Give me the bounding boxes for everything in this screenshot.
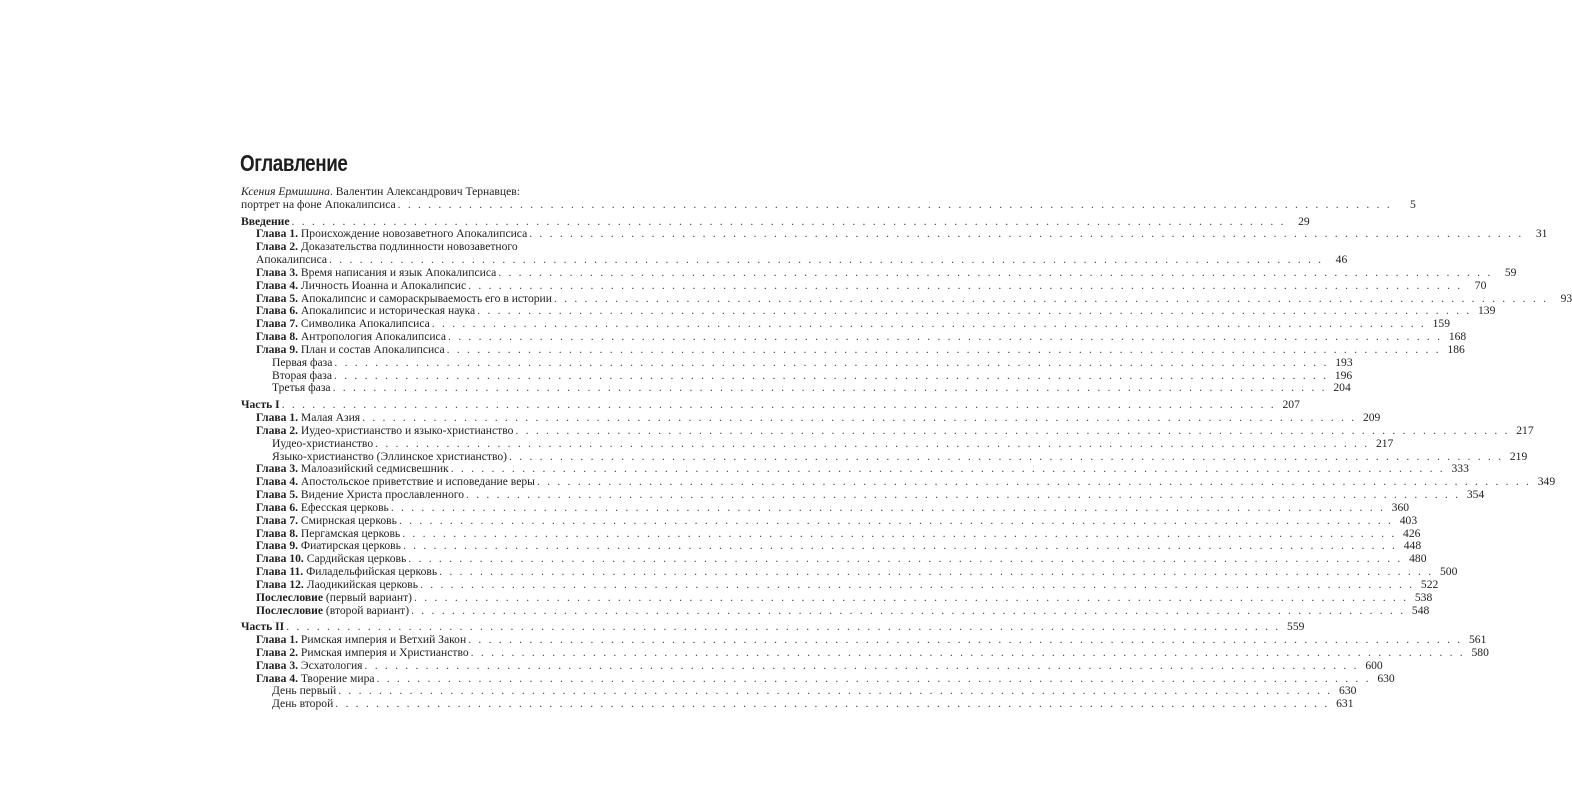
dot-leader bbox=[469, 647, 1467, 660]
toc-entry-text: Апокалипсиса bbox=[256, 253, 328, 267]
toc-page-number: 559 bbox=[1287, 620, 1305, 634]
toc-entry-text: Антропология Апокалипсиса bbox=[298, 330, 446, 344]
toc-page-number: 600 bbox=[1365, 658, 1383, 672]
toc-page-number: 426 bbox=[1403, 526, 1421, 540]
toc-entry-text: Эсхатология bbox=[298, 658, 363, 672]
toc-page-number: 186 bbox=[1447, 342, 1465, 356]
dot-leader bbox=[409, 605, 1407, 618]
toc-page-number: 46 bbox=[1335, 253, 1348, 267]
toc-entry-label: Глава 12. bbox=[256, 577, 304, 591]
dot-leader bbox=[466, 280, 1464, 293]
toc-page-number: 217 bbox=[1375, 436, 1394, 450]
dot-leader bbox=[513, 425, 1511, 438]
toc-entry-text: Третья фаза bbox=[272, 381, 331, 395]
toc-entry-title bbox=[256, 605, 409, 618]
toc-entry-text: (второй вариант) bbox=[323, 603, 410, 617]
toc-entry-text: Время написания и язык Апокалипсиса bbox=[298, 265, 497, 279]
toc-page-number: 500 bbox=[1439, 565, 1458, 579]
toc-page-number: 70 bbox=[1474, 278, 1487, 292]
toc-entry-text: День второй bbox=[272, 697, 334, 711]
toc-entry bbox=[241, 197, 1416, 212]
toc-entry-label: Глава 9. bbox=[256, 342, 299, 356]
toc-entry-text: Римская империя и Христианство bbox=[298, 645, 469, 659]
toc-entry-text: (первый вариант) bbox=[323, 590, 413, 604]
toc-entry-label: Глава 4. bbox=[256, 671, 299, 685]
toc-page-number: 219 bbox=[1509, 449, 1528, 463]
toc-entry-text: Малоазийский седмисвешник bbox=[298, 462, 449, 476]
toc-page-number: 333 bbox=[1451, 462, 1469, 476]
dot-leader bbox=[333, 698, 1331, 711]
toc-entry bbox=[241, 381, 1351, 395]
toc-page-number: 561 bbox=[1469, 633, 1487, 647]
toc-entry-label: Глава 10. bbox=[256, 552, 304, 566]
toc-page-number: 204 bbox=[1333, 381, 1351, 395]
toc-page-number: 403 bbox=[1399, 513, 1418, 527]
toc-entry bbox=[241, 697, 1354, 711]
dot-leader bbox=[397, 515, 1395, 528]
toc-entry-text: Лаодикийская церковь bbox=[303, 577, 419, 591]
toc-page-number: 480 bbox=[1409, 552, 1427, 566]
dot-leader bbox=[446, 331, 1444, 344]
toc-entry-text: Символика Апокалипсиса bbox=[298, 317, 430, 331]
toc-entry-text: Ефесская церковь bbox=[298, 500, 389, 514]
toc-entry-label: Глава 2. bbox=[256, 645, 299, 659]
page-title: Оглавление bbox=[240, 150, 348, 176]
toc-entry-title bbox=[272, 698, 333, 711]
toc-page-number: 448 bbox=[1403, 539, 1422, 553]
dot-leader bbox=[496, 267, 1494, 280]
toc-entry-text: Первая фаза bbox=[272, 355, 333, 369]
toc-page-number: 193 bbox=[1335, 355, 1353, 369]
toc-entry-author: Ксения Ермишина bbox=[241, 185, 330, 198]
toc-page-number: 354 bbox=[1466, 488, 1485, 502]
toc-entry-label: Глава 7. bbox=[256, 317, 299, 331]
toc-entry-label: Глава 7. bbox=[256, 513, 299, 527]
dot-leader bbox=[363, 660, 1361, 673]
toc-page-number: 207 bbox=[1282, 398, 1300, 412]
toc-entry-text: Сардийская церковь bbox=[303, 552, 407, 566]
toc-entry-label: Глава 2. bbox=[256, 240, 299, 254]
toc-entry-text: Языко-христианство (Эллинское христианство) bbox=[272, 449, 508, 463]
toc-entry-label: Глава 6. bbox=[256, 304, 299, 318]
dot-leader bbox=[332, 357, 1330, 370]
dot-leader bbox=[445, 344, 1443, 357]
toc-entry-text: Вторая фаза bbox=[272, 368, 333, 382]
toc-entry-text: Творение мира bbox=[298, 671, 375, 685]
toc-entry-text: Фиатирская церковь bbox=[298, 539, 401, 553]
toc-page-number: 217 bbox=[1516, 423, 1534, 437]
toc-entry-title bbox=[241, 199, 396, 212]
toc-page-number: 59 bbox=[1504, 265, 1517, 279]
dot-leader bbox=[389, 502, 1387, 515]
dot-leader bbox=[412, 592, 1410, 605]
toc-entry-label: Глава 8. bbox=[256, 526, 299, 540]
toc-entry-text: Иудео-христианство и языко-христианство bbox=[298, 423, 514, 437]
table-of-contents bbox=[241, 185, 1572, 711]
toc-entry-text: Филадельфийская церковь bbox=[303, 565, 438, 579]
toc-page-number: 548 bbox=[1411, 603, 1430, 617]
toc-entry-text: Личность Иоанна и Апокалипсис bbox=[298, 278, 467, 292]
toc-entry-text: План и состав Апокалипсиса bbox=[298, 342, 445, 356]
toc-entry-text: портрет на фоне Апокалипсиса bbox=[241, 197, 396, 211]
toc-entry-text: Смирнская церковь bbox=[298, 513, 397, 527]
toc-entry-label: Часть II bbox=[241, 620, 285, 634]
toc-entry-text: Апостольское приветствие и исповедание веры bbox=[298, 475, 535, 489]
toc-entry-text: . Валентин Александрович Тернавцев: bbox=[329, 185, 520, 198]
dot-leader bbox=[527, 228, 1525, 241]
toc-entry-text: Происхождение новозаветного Апокалипсиса bbox=[298, 227, 528, 241]
toc-entry-label: Введение bbox=[241, 214, 290, 228]
toc-page-number: 5 bbox=[1410, 197, 1416, 211]
toc-page-number: 522 bbox=[1420, 577, 1439, 591]
toc-entry-label: Глава 3. bbox=[256, 462, 299, 476]
toc-page-number: 29 bbox=[1298, 214, 1310, 228]
toc-entry-title bbox=[272, 382, 331, 395]
toc-entry-text: Иудео-христианство bbox=[272, 436, 374, 450]
dot-leader bbox=[437, 566, 1435, 579]
toc-entry-text: Малая Азия bbox=[298, 411, 361, 425]
toc-entry-label: Глава 5. bbox=[256, 488, 299, 502]
toc-entry-label: Глава 11. bbox=[256, 565, 304, 579]
dot-leader bbox=[331, 382, 1329, 395]
toc-entry-label: Глава 2. bbox=[256, 423, 299, 437]
toc-entry-label: Послесловие bbox=[256, 603, 323, 617]
toc-entry-label: Глава 1. bbox=[256, 227, 299, 241]
toc-entry-label: Глава 9. bbox=[256, 539, 299, 553]
toc-page-number: 630 bbox=[1339, 684, 1357, 698]
toc-page-number: 209 bbox=[1362, 411, 1381, 425]
toc-page-number: 168 bbox=[1448, 330, 1467, 344]
toc-entry-label: Глава 1. bbox=[256, 633, 299, 647]
toc-entry-label: Глава 5. bbox=[256, 291, 299, 305]
toc-entry-label: Глава 1. bbox=[256, 411, 299, 425]
toc-page-number: 349 bbox=[1537, 475, 1556, 489]
toc-entry-label: Глава 3. bbox=[256, 658, 299, 672]
toc-entry-text: Пергамская церковь bbox=[298, 526, 401, 540]
toc-entry-text: Видение Христа прославленного bbox=[298, 488, 465, 502]
toc-page-number: 538 bbox=[1414, 590, 1433, 604]
toc-entry-text: Апокалипсис и историческая наука bbox=[298, 304, 476, 318]
toc-entry-label: Глава 4. bbox=[256, 278, 299, 292]
toc-page-number: 159 bbox=[1432, 317, 1450, 331]
toc-entry-label: Часть I bbox=[241, 398, 280, 412]
toc-page-number: 360 bbox=[1391, 500, 1410, 514]
toc-entry-text: Римская империя и Ветхий Закон bbox=[298, 633, 467, 647]
toc-entry-text: Доказательства подлинности новозаветного bbox=[298, 240, 518, 254]
toc-page-number: 196 bbox=[1334, 368, 1353, 382]
toc-page-number: 631 bbox=[1336, 697, 1354, 711]
toc-entry-label: Глава 6. bbox=[256, 500, 299, 514]
toc-entry-label: Глава 3. bbox=[256, 265, 299, 279]
toc-page-number: 139 bbox=[1477, 304, 1496, 318]
toc-entry-label: Послесловие bbox=[256, 590, 323, 604]
dot-leader bbox=[396, 199, 1394, 212]
toc-entry-label: Глава 4. bbox=[256, 475, 299, 489]
toc-entry-label: Глава 8. bbox=[256, 330, 299, 344]
toc-entry bbox=[241, 603, 1430, 618]
toc-entry-text: День первый bbox=[272, 684, 337, 698]
toc-page-number: 580 bbox=[1471, 645, 1489, 659]
toc-entry-text: Апокалипсис и самораскрываемость его в истории bbox=[298, 291, 552, 305]
toc-page-number: 31 bbox=[1535, 227, 1548, 241]
dot-leader bbox=[418, 579, 1416, 592]
dot-leader bbox=[464, 489, 1462, 502]
dot-leader bbox=[373, 438, 1371, 451]
toc-page-number: 93 bbox=[1560, 291, 1572, 305]
toc-page-number: 630 bbox=[1377, 671, 1395, 685]
